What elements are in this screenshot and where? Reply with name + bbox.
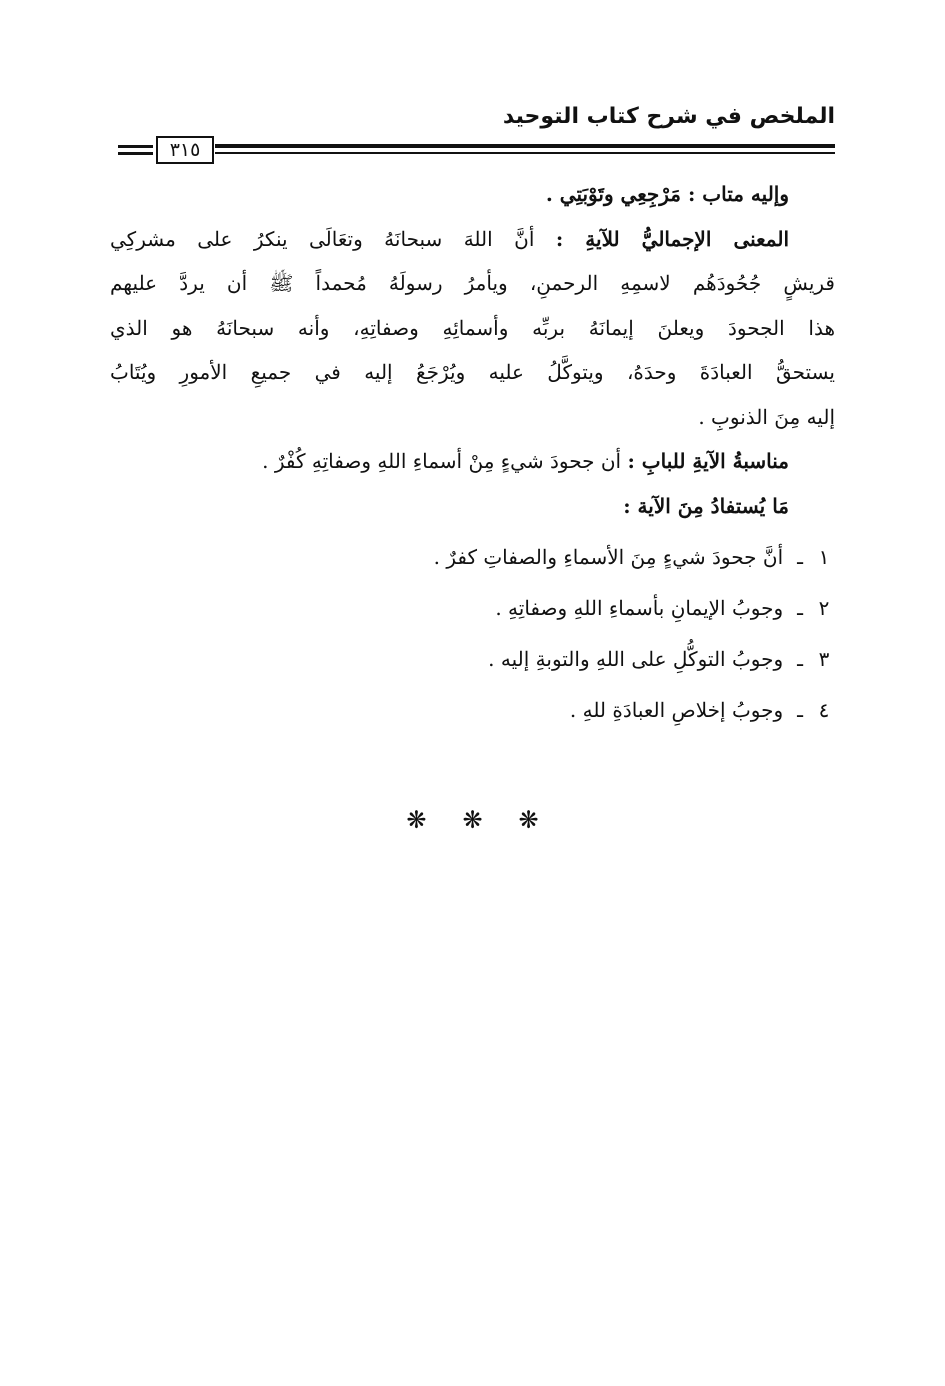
- list-item: [110, 634, 835, 685]
- section-separator: [0, 806, 945, 834]
- text-line: [110, 172, 835, 217]
- text-line-content: وإليه متاب : مَرْجِعِي وتَوْبَتِي .: [545, 182, 789, 206]
- short-rule-line: [118, 152, 153, 155]
- list-dash: ـ: [797, 545, 803, 569]
- paragraph-line: [110, 217, 835, 262]
- paragraph-text: قريشٍ جُحُودَهُم لاسمِهِ الرحمنِ، ويأمرُ رسولَهُ مُحمداً ﷺ أن يردَّ عليهم: [110, 271, 835, 295]
- running-header: [110, 100, 835, 140]
- paragraph-text: أن جحودَ شيءٍ مِنْ أسماءِ اللهِ وصفاتِهِ كُفْرٌ .: [262, 449, 622, 473]
- list-item: [110, 583, 835, 634]
- long-rule-line: [215, 144, 835, 148]
- paragraph-label: المعنى الإجماليُّ للآيةِ :: [555, 226, 790, 251]
- list-number: ٣: [818, 647, 830, 671]
- paragraph-line: [110, 306, 835, 351]
- paragraph-line: [110, 395, 835, 440]
- list-text: وجوبُ الإيمانِ بأسماءِ اللهِ وصفاتِهِ .: [495, 596, 784, 620]
- page-content: [110, 172, 835, 736]
- list-number: ٤: [818, 698, 830, 722]
- paragraph-text: يستحقُّ العبادَةَ وحدَهُ، ويتوكَّلُ عليه ويُرْجَعُ إليه في جميعِ الأمورِ ويُتَابُ: [110, 360, 835, 384]
- page-number: ٣١٥: [156, 136, 214, 164]
- paragraph-line: [110, 439, 835, 484]
- list-dash: ـ: [797, 647, 803, 671]
- paragraph-text: أنَّ اللهَ سبحانَهُ وتعَالَى ينكرُ على مشركِي: [110, 226, 535, 251]
- book-title: الملخص في شرح كتاب التوحيد: [502, 104, 835, 129]
- list-text: وجوبُ إخلاصِ العبادَةِ للهِ .: [569, 698, 784, 722]
- list-item: [110, 532, 835, 583]
- paragraph-line: [110, 261, 835, 306]
- benefits-heading-line: [110, 484, 835, 529]
- list-number: ٢: [818, 596, 830, 620]
- paragraph-label: مناسبةُ الآيةِ للبابِ :: [627, 449, 789, 473]
- list-dash: ـ: [797, 698, 803, 722]
- benefits-heading: مَا يُستفادُ مِنَ الآية :: [623, 493, 789, 518]
- list-text: وجوبُ التوكُّلِ على اللهِ والتوبةِ إليه .: [488, 647, 784, 671]
- asterisk-ornament-icon: ❋: [518, 806, 539, 834]
- list-text: أنَّ جحودَ شيءٍ مِنَ الأسماءِ والصفاتِ كفرٌ .: [433, 545, 784, 569]
- list-item: [110, 685, 835, 736]
- benefits-list: [110, 532, 835, 736]
- short-rule-line: [118, 145, 153, 148]
- paragraph-text: هذا الجحودَ ويعلنَ إيمانَهُ بربِّه وأسمائِهِ وصفاتِهِ، وأنه سبحانَهُ هو الذي: [110, 315, 835, 340]
- list-number: ١: [818, 545, 830, 569]
- long-rule-line: [215, 152, 835, 154]
- paragraph-text: إليه مِنَ الذنوبِ .: [698, 404, 835, 429]
- asterisk-ornament-icon: ❋: [406, 806, 427, 834]
- list-dash: ـ: [797, 596, 803, 620]
- asterisk-ornament-icon: ❋: [462, 806, 483, 834]
- header-rule: [110, 136, 835, 168]
- paragraph-line: [110, 350, 835, 395]
